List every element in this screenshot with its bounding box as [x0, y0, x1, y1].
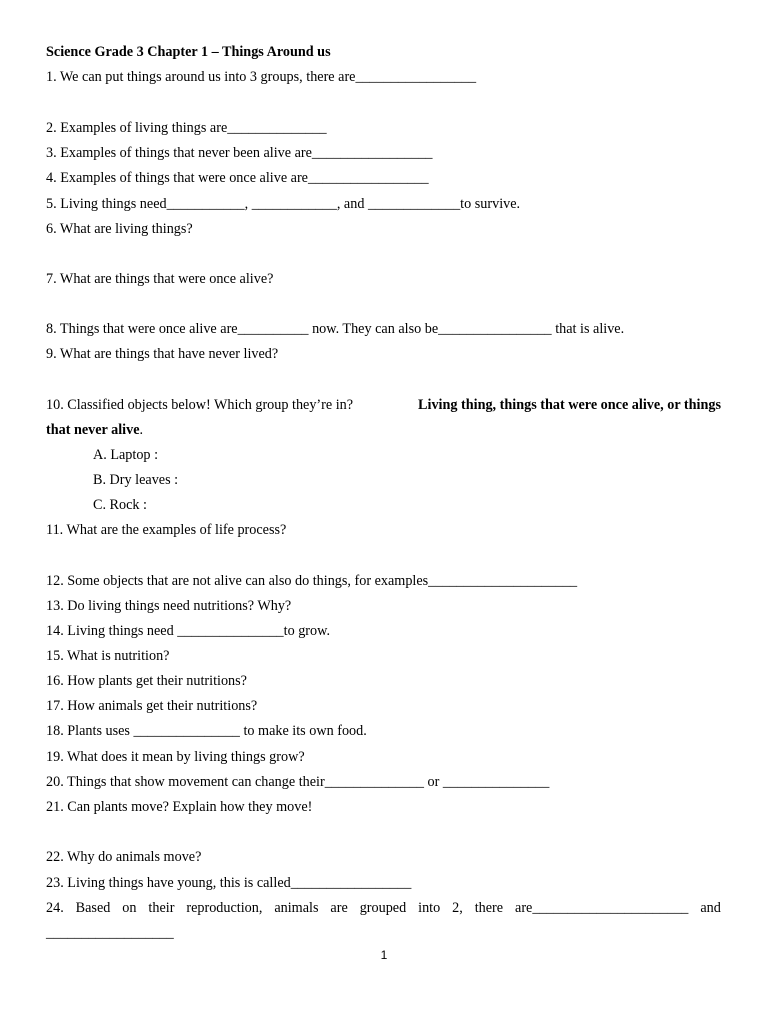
- question-3: 3. Examples of things that never been alive are_________________: [46, 145, 433, 161]
- question-2: 2. Examples of living things are______________: [46, 120, 327, 136]
- question-6: 6. What are living things?: [46, 221, 193, 237]
- option-a: A. Laptop :: [93, 447, 159, 463]
- question-11: 11. What are the examples of life process?: [46, 522, 287, 538]
- question-10-lead: 10. Classified objects below! Which group they’re in?: [46, 397, 354, 413]
- q24-word: 24.: [46, 900, 64, 916]
- q24-word: Based: [75, 900, 111, 916]
- question-16: 16. How plants get their nutritions?: [46, 673, 247, 689]
- question-24-continued: __________________: [46, 925, 174, 941]
- question-4: 4. Examples of things that were once alive are_________________: [46, 170, 429, 186]
- q24-word: are______________________: [515, 900, 689, 916]
- question-19: 19. What does it mean by living things grow?: [46, 749, 305, 765]
- question-10-period: .: [139, 422, 144, 438]
- q24-word: and: [700, 900, 721, 916]
- worksheet-title: Science Grade 3 Chapter 1 – Things Around us: [46, 44, 331, 60]
- question-22: 22. Why do animals move?: [46, 849, 202, 865]
- question-14: 14. Living things need _______________to grow.: [46, 623, 330, 639]
- q24-word: there: [474, 900, 504, 916]
- q24-word: grouped: [359, 900, 407, 916]
- question-18: 18. Plants uses _______________ to make its own food.: [46, 723, 367, 739]
- q24-word: on: [122, 900, 137, 916]
- q24-word: animals: [274, 900, 319, 916]
- q24-word: reproduction,: [186, 900, 263, 916]
- page-number: 1: [380, 948, 388, 962]
- option-b: B. Dry leaves :: [93, 472, 179, 488]
- q24-word: 2,: [452, 900, 463, 916]
- question-10-groups-bold-2: that never alive: [46, 422, 140, 438]
- question-15: 15. What is nutrition?: [46, 648, 170, 664]
- question-21: 21. Can plants move? Explain how they move!: [46, 799, 313, 815]
- question-10-groups-bold: Living thing, things that were once alive, or things: [418, 397, 721, 413]
- option-c: C. Rock :: [93, 497, 147, 513]
- question-13: 13. Do living things need nutritions? Why?: [46, 598, 292, 614]
- question-12: 12. Some objects that are not alive can also do things, for examples_____________________: [46, 573, 578, 589]
- question-10-continued: [46, 421, 721, 439]
- question-20: 20. Things that show movement can change their______________ or _______________: [46, 774, 550, 790]
- question-9: 9. What are things that have never lived?: [46, 346, 279, 362]
- question-1: 1. We can put things around us into 3 groups, there are_________________: [46, 69, 477, 85]
- q24-word: are: [330, 900, 348, 916]
- q24-word: their: [148, 900, 175, 916]
- question-5: 5. Living things need___________, ____________, and _____________to survive.: [46, 196, 521, 212]
- question-7: 7. What are things that were once alive?: [46, 271, 274, 287]
- question-24: [46, 899, 721, 917]
- question-10: [46, 396, 721, 414]
- question-17: 17. How animals get their nutritions?: [46, 698, 258, 714]
- q24-word: into: [418, 900, 441, 916]
- question-23: 23. Living things have young, this is called_________________: [46, 875, 412, 891]
- question-8: 8. Things that were once alive are__________ now. They can also be________________ that is alive.: [46, 321, 625, 337]
